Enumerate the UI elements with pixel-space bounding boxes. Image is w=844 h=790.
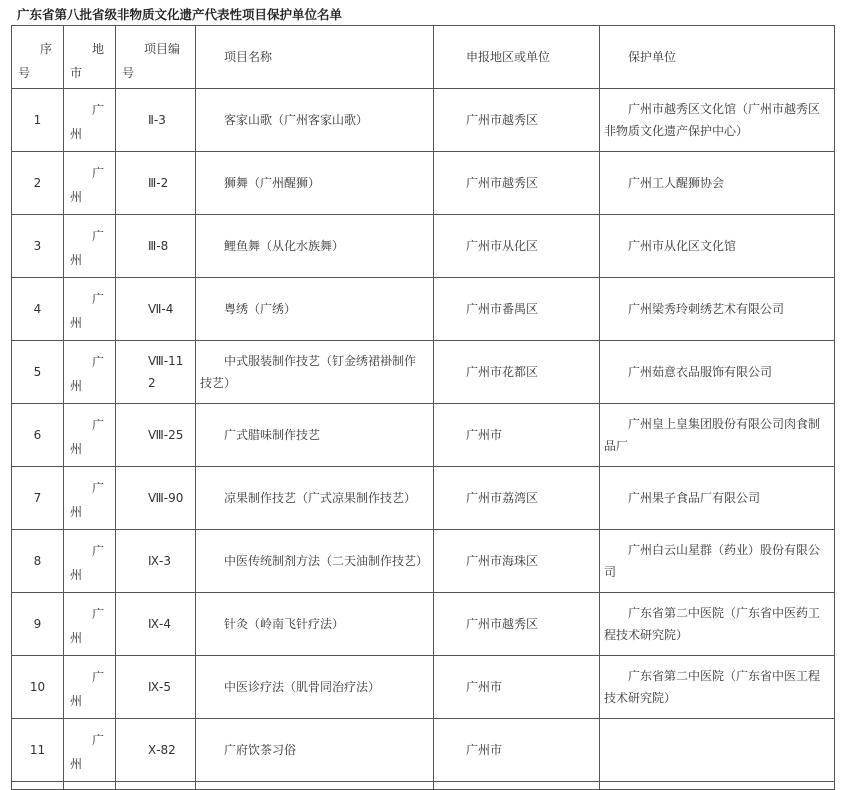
cell-area: 广州市 (434, 656, 600, 719)
header-region-top: 地 (92, 42, 105, 56)
cell-index: 4 (12, 278, 64, 341)
cell-region-top: 广 (92, 418, 105, 432)
page-title: 广东省第八批省级非物质文化遗产代表性项目保护单位名单 (17, 7, 343, 22)
header-region (64, 26, 116, 89)
cell-index: 5 (12, 341, 64, 404)
cell-code: Ⅷ-90 (116, 467, 196, 530)
header-index-top: 序 (40, 42, 53, 56)
cell-region-top: 广 (92, 166, 105, 180)
cell-region-top: 广 (92, 292, 105, 306)
table-header-row (12, 26, 835, 89)
table-row (12, 215, 835, 278)
cell-unit: 广州皇上皇集团股份有限公司肉食制品厂 (600, 404, 835, 467)
header-code (116, 26, 196, 89)
cell-region (64, 719, 116, 782)
protection-unit-table (11, 25, 835, 790)
cell-region-top: 广 (92, 670, 105, 684)
cell-code: Ⅸ-5 (116, 656, 196, 719)
cell-unit: 广州茹意衣品服饰有限公司 (600, 341, 835, 404)
cell-name: 粤绣（广绣） (196, 278, 434, 341)
cell-area: 广州市番禺区 (434, 278, 600, 341)
cell-region (64, 593, 116, 656)
cell-index: 7 (12, 467, 64, 530)
cell-code: Ⅱ-3 (116, 89, 196, 152)
cell-region (64, 152, 116, 215)
cell-area: 广州市海珠区 (434, 530, 600, 593)
cell-code: Ⅶ-4 (116, 278, 196, 341)
cell-index: 6 (12, 404, 64, 467)
cell-code: Ⅹ-82 (116, 719, 196, 782)
cell-area: 广州市越秀区 (434, 89, 600, 152)
table-row (12, 152, 835, 215)
header-name: 项目名称 (196, 26, 434, 89)
table-row (12, 593, 835, 656)
cell-area: 广州市 (434, 719, 600, 782)
cell-index: 2 (12, 152, 64, 215)
cell-region-top: 广 (92, 544, 105, 558)
header-index (12, 26, 64, 89)
table-row (12, 656, 835, 719)
cell-name: 针灸（岭南飞针疗法） (196, 593, 434, 656)
cell-area: 广州市花都区 (434, 341, 600, 404)
cell-unit: 广州果子食品厂有限公司 (600, 467, 835, 530)
cell-region-bottom: 州 (70, 127, 83, 141)
header-unit: 保护单位 (600, 26, 835, 89)
table-row (12, 404, 835, 467)
cell-index: 9 (12, 593, 64, 656)
cell-index: 11 (12, 719, 64, 782)
cell-unit: 广州白云山星群（药业）股份有限公司 (600, 530, 835, 593)
table-row (12, 467, 835, 530)
cell-region-bottom: 州 (70, 442, 83, 456)
cell-unit: 广州梁秀玲刺绣艺术有限公司 (600, 278, 835, 341)
cell-unit: 广州市越秀区文化馆（广州市越秀区非物质文化遗产保护中心） (600, 89, 835, 152)
cell-name: 中医传统制剂方法（二天油制作技艺） (196, 530, 434, 593)
cell-code: Ⅸ-4 (116, 593, 196, 656)
cell-region-bottom: 州 (70, 253, 83, 267)
table-row (12, 530, 835, 593)
cell-unit: 广东省第二中医院（广东省中医药工程技术研究院） (600, 593, 835, 656)
cell-region-top: 广 (92, 229, 105, 243)
cell-region (64, 341, 116, 404)
cell-region-top: 广 (92, 481, 105, 495)
cell-area: 广州市从化区 (434, 215, 600, 278)
cell-region-bottom: 州 (70, 694, 83, 708)
cell-region (64, 89, 116, 152)
header-code-bottom: 号 (122, 66, 135, 80)
cell-region-bottom: 州 (70, 631, 83, 645)
cell-unit (600, 719, 835, 782)
cell-code: Ⅲ-2 (116, 152, 196, 215)
cell-region-bottom: 州 (70, 379, 83, 393)
cell-region-top: 广 (92, 607, 105, 621)
cell-region-top: 广 (92, 103, 105, 117)
cell-region (64, 656, 116, 719)
cell-name: 中式服装制作技艺（钉金绣裙褂制作技艺） (196, 341, 434, 404)
cell-area: 广州市越秀区 (434, 152, 600, 215)
cell-index: 8 (12, 530, 64, 593)
table-row (12, 341, 835, 404)
cell-area: 广州市 (434, 404, 600, 467)
cell-unit: 广东省第二中医院（广东省中医工程技术研究院） (600, 656, 835, 719)
cell-name: 鲤鱼舞（从化水族舞） (196, 215, 434, 278)
cell-region-bottom: 州 (70, 505, 83, 519)
cell-region (64, 278, 116, 341)
table-row (12, 278, 835, 341)
cell-unit: 广州工人醒狮协会 (600, 152, 835, 215)
cell-name: 狮舞（广州醒狮） (196, 152, 434, 215)
cell-index: 10 (12, 656, 64, 719)
cell-name: 广府饮茶习俗 (196, 719, 434, 782)
table-body (12, 89, 835, 790)
cell-region (64, 404, 116, 467)
cell-name: 中医诊疗法（肌骨同治疗法） (196, 656, 434, 719)
cell-region-bottom: 州 (70, 757, 83, 771)
table-row-cut (12, 782, 835, 790)
cell-region (64, 215, 116, 278)
header-code-top: 项目编 (144, 42, 181, 56)
cell-code: Ⅷ-25 (116, 404, 196, 467)
table-row (12, 89, 835, 152)
cell-region-bottom: 州 (70, 190, 83, 204)
cell-region (64, 530, 116, 593)
cell-unit: 广州市从化区文化馆 (600, 215, 835, 278)
table-row (12, 719, 835, 782)
cell-code: Ⅷ-112 (116, 341, 196, 404)
header-index-bottom: 号 (18, 66, 31, 80)
cell-area: 广州市越秀区 (434, 593, 600, 656)
cell-region-top: 广 (92, 733, 105, 747)
cell-code: Ⅸ-3 (116, 530, 196, 593)
cell-index: 1 (12, 89, 64, 152)
cell-name: 凉果制作技艺（广式凉果制作技艺） (196, 467, 434, 530)
cell-area: 广州市荔湾区 (434, 467, 600, 530)
cell-name: 广式腊味制作技艺 (196, 404, 434, 467)
header-region-bottom: 市 (70, 66, 83, 80)
cell-index: 3 (12, 215, 64, 278)
cell-code: Ⅲ-8 (116, 215, 196, 278)
cell-region-top: 广 (92, 355, 105, 369)
cell-region-bottom: 州 (70, 316, 83, 330)
cell-region-bottom: 州 (70, 568, 83, 582)
cell-region (64, 467, 116, 530)
cell-name: 客家山歌（广州客家山歌） (196, 89, 434, 152)
header-area: 申报地区或单位 (434, 26, 600, 89)
